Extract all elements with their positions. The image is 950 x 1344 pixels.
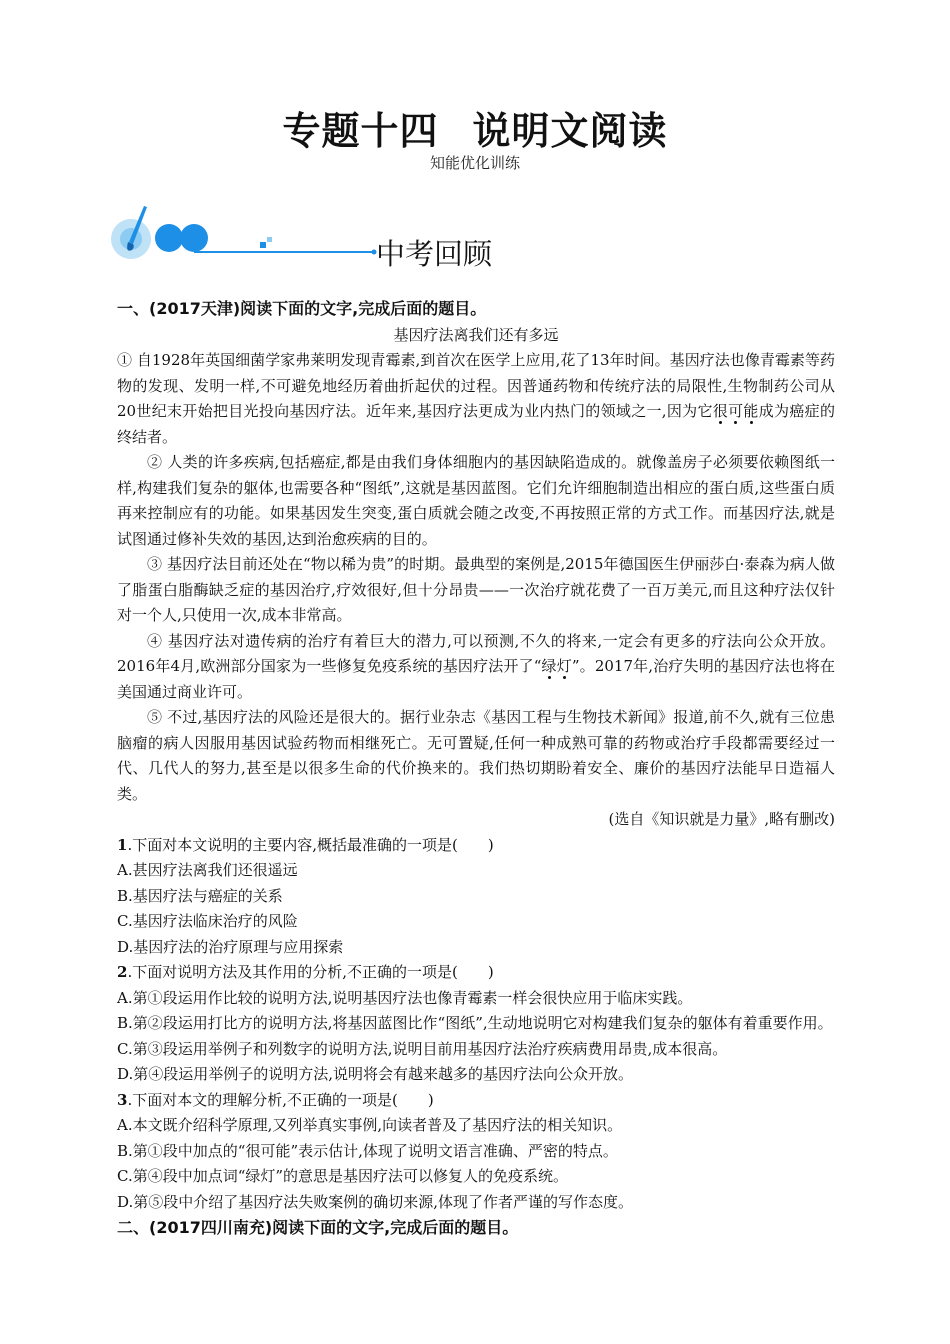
emphasis-char: 可: [728, 402, 744, 420]
paragraph-1: [117, 348, 835, 450]
q1-option-d: D.基因疗法的治疗原理与应用探索: [117, 937, 344, 956]
paragraph-4: [117, 629, 835, 706]
square-1: [260, 242, 266, 248]
q1-option-b: B.基因疗法与癌症的关系: [117, 886, 283, 905]
paragraph-2: ② 人类的许多疾病,包括癌症,都是由我们身体细胞内的基因缺陷造成的。就像盖房子必须要依赖图纸一样,构建我们复杂的躯体,也需要各种“图纸”,这就是基因蓝图。它们允许细胞制造出相应的蛋白质,这些蛋白质再来控制应有的功能。如果基因发生突变,蛋白质就会随之改变,不再按照正常的方式工作。而基因疗法,就是试图通过修补失效的基因,达到治愈疾病的目的。: [117, 453, 835, 548]
dot-1: [155, 224, 183, 252]
emphasis-char: 灯: [556, 657, 572, 675]
article-title: 基因疗法离我们还有多远: [393, 326, 559, 344]
p4-text-end: ”。2017年,治疗失明的基因疗法也将在美国通过商业许可。: [117, 657, 835, 701]
question-stem: .下面对本文说明的主要内容,概括最准确的一项是( ): [127, 835, 494, 854]
q2-option-c: C.第③段运用举例子和列数字的说明方法,说明目前用基因疗法治疗疾病费用昂贵,成本很高。: [117, 1039, 728, 1058]
p4-text: ④ 基因疗法对遗传病的治疗有着巨大的潜力,可以预测,不久的将来,一定会有更多的疗法向公众开放。2016年4月,欧洲部分国家为一些修复免疫系统的基因疗法开了“: [117, 631, 835, 675]
q3-option-c: C.第④段中加点词“绿灯”的意思是基因疗法可以修复人的免疫系统。: [117, 1167, 569, 1185]
emphasis-char: 能: [743, 402, 759, 420]
paragraph-5: ⑤ 不过,基因疗法的风险还是很大的。据行业杂志《基因工程与生物技术新闻》报道,前不久,就有三位患脑瘤的病人因服用基因试验药物而相继死亡。无可置疑,任何一种成熟可靠的药物或治疗手段都需要经过一代、几代人的努力,甚至是以很多生命的代价换来的。我们热切期盼着安全、廉价的基因疗法能早日造福人类。: [117, 708, 835, 803]
question-number: 2: [117, 963, 128, 981]
document-body: [117, 296, 835, 1241]
q1-option-c: C.基因疗法临床治疗的风险: [117, 912, 298, 930]
q3-option-a: A.本文既介绍科学原理,又列举真实事例,向读者普及了基因疗法的相关知识。: [117, 1116, 623, 1134]
q2-option-b: B.第②段运用打比方的说明方法,将基因蓝图比作“图纸”,生动地说明它对构建我们复杂的躯体有着重要作用。: [117, 1014, 833, 1032]
article-source: (选自《知识就是力量》,略有删改): [608, 810, 835, 828]
p1-text-end: 成为癌症的终结者。: [117, 402, 835, 446]
page-title: [0, 100, 950, 155]
section1-heading: 一、(2017天津)阅读下面的文字,完成后面的题目。: [117, 299, 487, 318]
emphasis-char: 绿: [541, 657, 557, 675]
question-number: 3: [117, 1090, 128, 1109]
q2-option-a: A.第①段运用作比较的说明方法,说明基因疗法也像青霉素一样会很快应用于临床实践。: [117, 988, 693, 1007]
p1-text: ① 自1928年英国细菌学家弗莱明发现青霉素,到首次在医学上应用,花了13年时间。基因疗法也像青霉素等药物的发现、发明一样,不可避免地经历着曲折起伏的过程。因普通药物和传统疗法的局限性,生物制药公司从20世纪末开始把目光投向基因疗法。近年来,基因疗法更成为业内热门的领域之一,因为它: [117, 351, 835, 420]
q3-option-b: B.第①段中加点的“很可能”表示估计,体现了说明文语言准确、严密的特点。: [117, 1141, 618, 1160]
square-2: [267, 237, 272, 242]
q2-option-d: D.第④段运用举例子的说明方法,说明将会有越来越多的基因疗法向公众开放。: [117, 1065, 634, 1083]
q3-option-d: D.第⑤段中介绍了基因疗法失败案例的确切来源,体现了作者严谨的写作态度。: [117, 1192, 634, 1211]
dot-2: [180, 224, 208, 252]
title-sub: 说明文阅读: [472, 109, 668, 153]
question-1: [117, 833, 835, 859]
title-main: 专题十四: [282, 109, 439, 153]
question-stem: .下面对说明方法及其作用的分析,不正确的一项是( ): [127, 963, 494, 981]
question-stem: .下面对本文的理解分析,不正确的一项是( ): [127, 1090, 434, 1109]
section2-heading: 二、(2017四川南充)阅读下面的文字,完成后面的题目。: [117, 1218, 519, 1237]
question-3: [117, 1088, 835, 1114]
q1-option-a: A.甚因疗法离我们还很遥远: [117, 861, 298, 879]
page-subtitle: 知能优化训练: [429, 154, 520, 172]
question-2: [117, 960, 835, 986]
emphasis-char: 很: [712, 402, 729, 420]
paragraph-3: ③ 基因疗法目前还处在“物以稀为贵”的时期。最典型的案例是,2015年德国医生伊丽莎白·泰森为病人做了脂蛋白脂酶缺乏症的基因治疗,疗效很好,但十分昂贵——一次治疗就花费了一百万美元,而且这种疗法仅针对一个人,只使用一次,成本非常高。: [117, 555, 835, 624]
question-number: 1: [117, 835, 128, 854]
banner-label: 中考回顾: [376, 237, 493, 271]
